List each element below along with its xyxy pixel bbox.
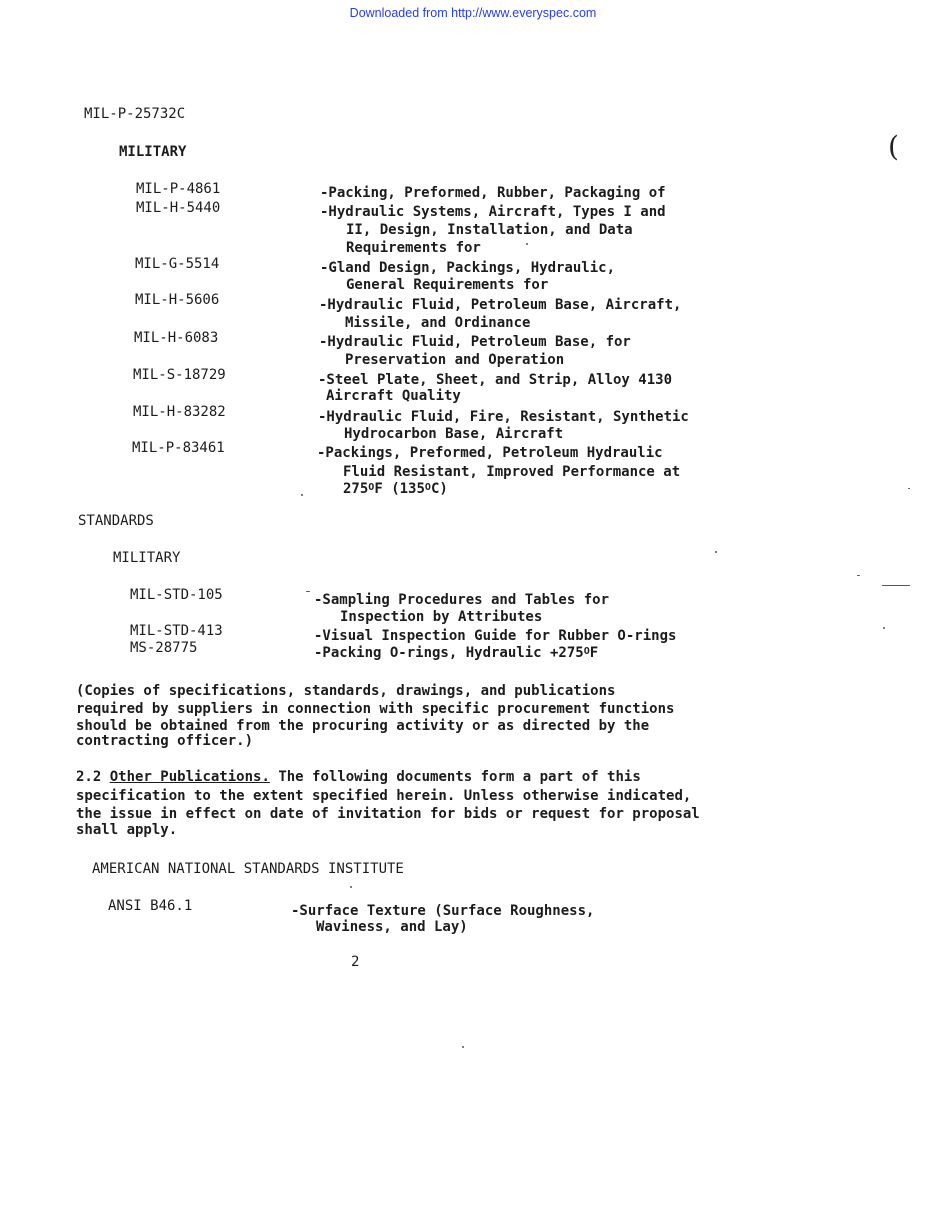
spec-id: MIL-G-5514 xyxy=(135,256,220,272)
spec-title-line: General Requirements for xyxy=(346,277,549,293)
spec-title-line: -Gland Design, Packings, Hydraulic, xyxy=(320,260,616,276)
spec-id: MIL-H-6083 xyxy=(134,330,219,346)
ansi-title-line: Waviness, and Lay) xyxy=(316,919,468,935)
note-line: (Copies of specifications, standards, drawings, and publications xyxy=(76,683,616,699)
note-line: contracting officer.) xyxy=(76,733,254,749)
section-number: 2.2 xyxy=(76,769,102,785)
ansi-heading: AMERICAN NATIONAL STANDARDS INSTITUTE xyxy=(92,861,404,877)
note-line: should be obtained from the procuring activity or as directed by the xyxy=(76,718,650,734)
spec-title-line: Preservation and Operation xyxy=(345,352,565,368)
spec-title-line: -Packings, Preformed, Petroleum Hydraulic xyxy=(317,445,663,461)
scan-speck xyxy=(350,886,352,888)
spec-title-line: II, Design, Installation, and Data xyxy=(346,222,633,238)
spec-title-line: Requirements for xyxy=(346,240,481,256)
section-first-line xyxy=(76,769,641,787)
section-line: shall apply. xyxy=(76,822,178,838)
spec-title-line: -Hydraulic Fluid, Petroleum Base, Aircraft, xyxy=(319,297,682,313)
spec-title-line: Missile, and Ordinance xyxy=(345,315,531,331)
section-line: specification to the extent specified herein. Unless otherwise indicated, xyxy=(76,788,692,804)
spec-id: MIL-S-18729 xyxy=(133,367,226,383)
scan-speck xyxy=(882,585,910,586)
spec-id: MIL-H-5440 xyxy=(136,200,221,216)
temp-c-unit: C) xyxy=(430,481,448,497)
standard-id: MS-28775 xyxy=(130,640,198,656)
scan-speck xyxy=(857,575,860,576)
standards-military-heading: MILITARY xyxy=(113,550,181,566)
standards-heading: STANDARDS xyxy=(78,513,154,529)
temp-f-unit: F xyxy=(374,481,383,497)
spec-title-line: -Steel Plate, Sheet, and Strip, Alloy 4130 xyxy=(318,372,673,388)
spec-title-line: Hydrocarbon Base, Aircraft xyxy=(344,426,564,442)
scan-speck xyxy=(462,1046,464,1048)
spec-title-line: Fluid Resistant, Improved Performance at xyxy=(343,464,681,480)
degree-sign: O xyxy=(583,646,590,657)
standard-title-line: -Packing O-rings, Hydraulic $+275^OF$ xyxy=(314,645,599,661)
degree-sign: O xyxy=(368,482,375,493)
spec-title-line: -Packing, Preformed, Rubber, Packaging of xyxy=(320,185,666,201)
temp-c-value: (135 xyxy=(391,481,425,497)
spec-id: MIL-P-4861 xyxy=(136,181,221,197)
page-number: 2 xyxy=(351,954,360,970)
scan-speck xyxy=(306,591,310,592)
military-heading: MILITARY xyxy=(119,144,187,160)
margin-mark: ( xyxy=(888,130,899,163)
scan-speck xyxy=(883,627,885,629)
spec-title-line: -Hydraulic Fluid, Fire, Resistant, Synthetic xyxy=(318,409,689,425)
degree-sign: O xyxy=(424,482,431,493)
section-title: Other Publications. xyxy=(109,769,270,785)
temp-f-value: 275 xyxy=(343,481,369,497)
spec-title-line: -Hydraulic Fluid, Petroleum Base, for xyxy=(319,334,631,350)
standard-id: MIL-STD-413 xyxy=(130,623,223,639)
scan-speck xyxy=(908,488,910,489)
standard-title-line: -Visual Inspection Guide for Rubber O-rings xyxy=(314,628,677,644)
document-id: MIL-P-25732C xyxy=(84,106,186,122)
ansi-id: ANSI B46.1 xyxy=(108,898,193,914)
standard-title-line: -Sampling Procedures and Tables for xyxy=(314,592,610,608)
standard-title-line: Inspection by Attributes xyxy=(340,609,543,625)
section-line: the issue in effect on date of invitation for bids or request for proposal xyxy=(76,806,700,822)
note-line: required by suppliers in connection with specific procurement functions xyxy=(76,701,675,717)
spec-id: MIL-H-83282 xyxy=(133,404,226,420)
standard-id: MIL-STD-105 xyxy=(130,587,223,603)
section-text: The following documents form a part of this xyxy=(278,769,641,785)
scan-speck xyxy=(301,494,303,496)
scan-speck xyxy=(526,243,528,245)
download-source-link[interactable]: Downloaded from http://www.everyspec.com xyxy=(349,6,597,20)
spec-title-line: Aircraft Quality xyxy=(326,388,461,404)
ansi-title-line: -Surface Texture (Surface Roughness, xyxy=(291,903,595,919)
spec-temperature-line xyxy=(343,481,448,499)
spec-title-line: -Hydraulic Systems, Aircraft, Types I and xyxy=(320,204,666,220)
spec-id: MIL-P-83461 xyxy=(132,440,225,456)
spec-id: MIL-H-5606 xyxy=(135,292,220,308)
scan-speck xyxy=(715,551,717,553)
